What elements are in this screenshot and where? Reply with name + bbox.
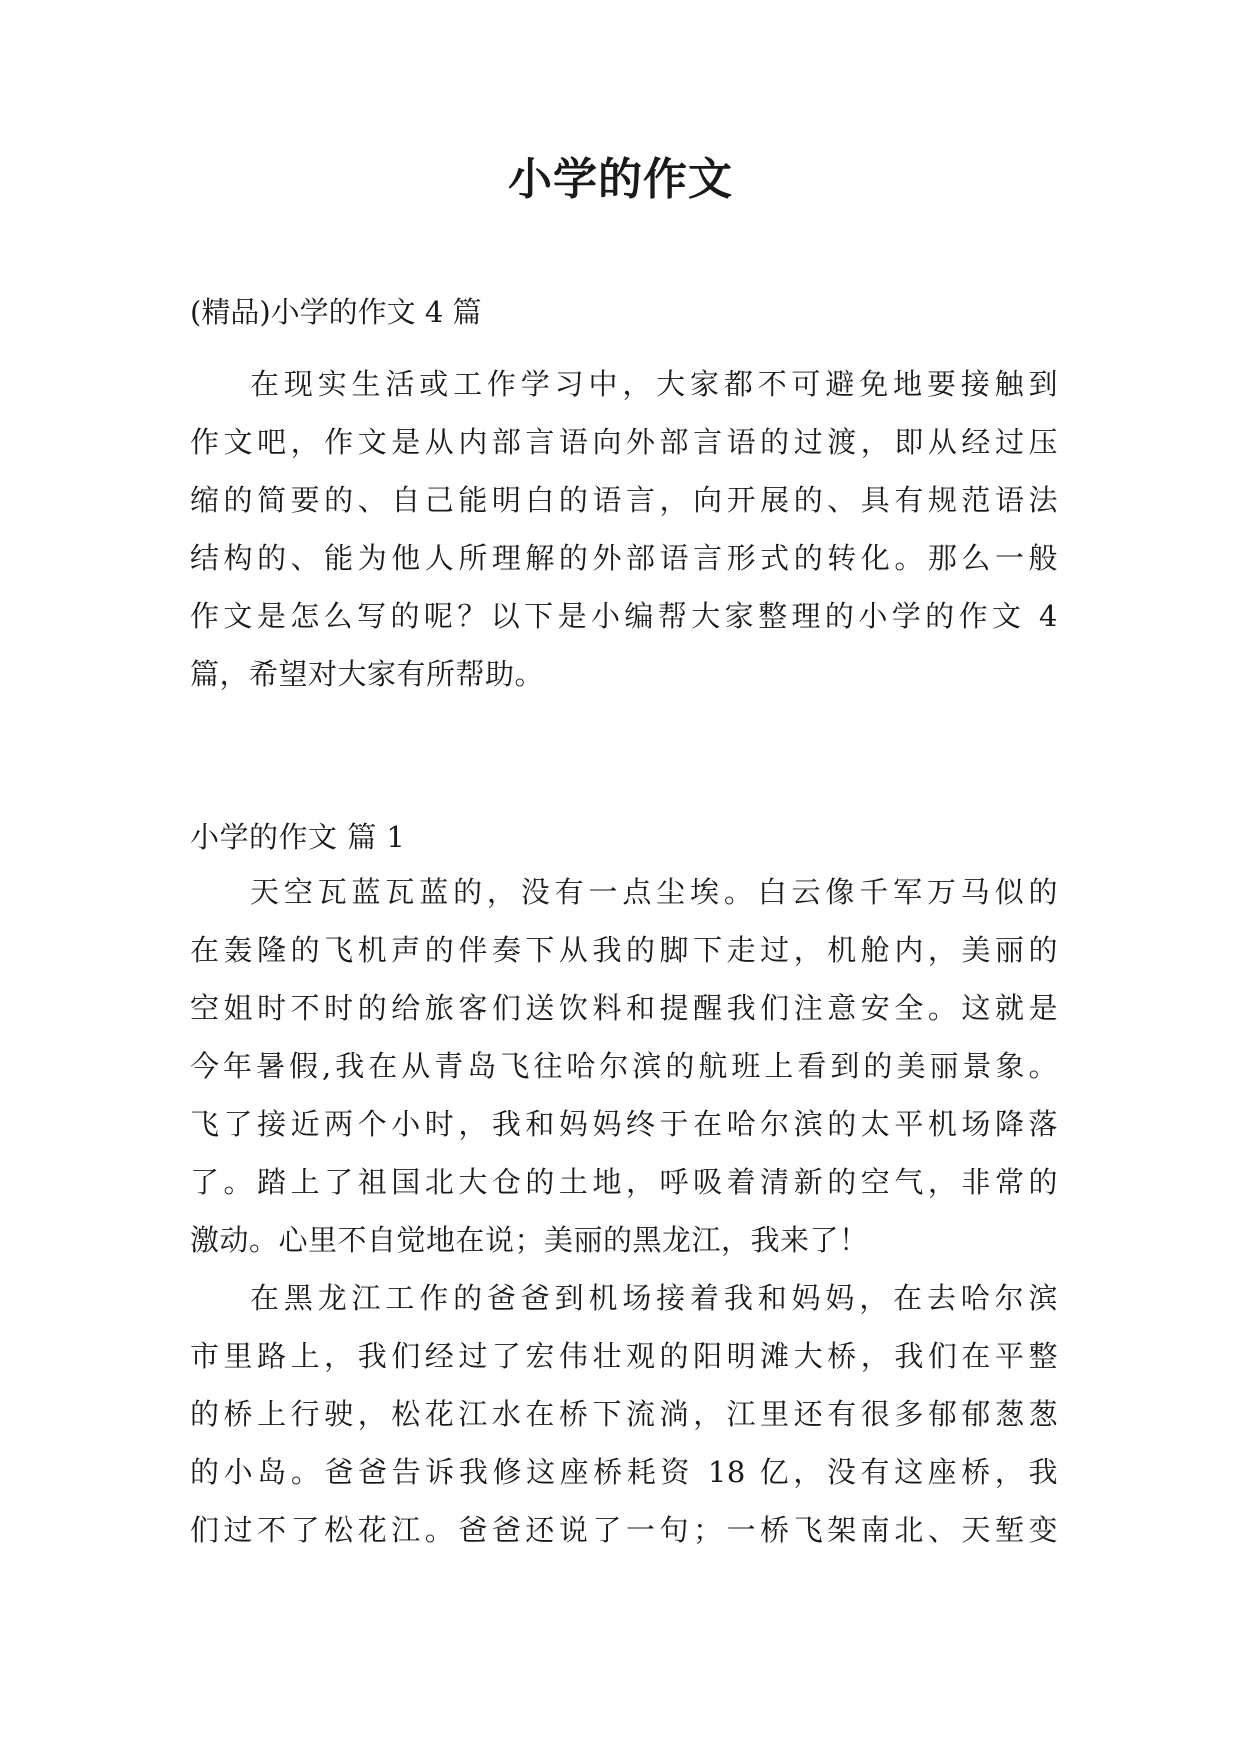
paragraph-line: 空姐时不时的给旅客们送饮料和提醒我们注意安全。这就是	[190, 991, 1058, 1025]
paragraph-line: 在轰隆的飞机声的伴奏下从我的脚下走过，机舱内，美丽的	[190, 933, 1058, 967]
paragraph-line: 激动。心里不自觉地在说；美丽的黑龙江，我来了！	[190, 1223, 869, 1257]
paragraph-line: 们过不了松花江。爸爸还说了一句；一桥飞架南北、天堑变	[190, 1513, 1058, 1547]
paragraph-line: 的小岛。爸爸告诉我修这座桥耗资 18 亿，没有这座桥，我	[190, 1455, 1058, 1489]
intro-paragraph	[190, 355, 1058, 703]
paragraph-line: 结构的、能为他人所理解的外部语言形式的转化。那么一般	[190, 541, 1058, 575]
paragraph-line: 在黑龙江工作的爸爸到机场接着我和妈妈，在去哈尔滨	[250, 1281, 1058, 1315]
section-heading: 小学的作文 篇 1	[190, 820, 406, 854]
paragraph-line: 作文吧，作文是从内部言语向外部言语的过渡，即从经过压	[190, 425, 1058, 459]
paragraph-line: 了。踏上了祖国北大仓的土地，呼吸着清新的空气，非常的	[190, 1165, 1058, 1199]
paragraph-line: 缩的简要的、自己能明白的语言，向开展的、具有规范语法	[190, 483, 1058, 517]
paragraph-line: 篇，希望对大家有所帮助。	[190, 657, 545, 691]
document-title: 小学的作文	[508, 154, 733, 205]
document-subtitle: (精品)小学的作文 4 篇	[190, 295, 482, 329]
paragraph-line: 市里路上，我们经过了宏伟壮观的阳明滩大桥，我们在平整	[190, 1339, 1058, 1373]
paragraph-line: 的桥上行驶，松花江水在桥下流淌，江里还有很多郁郁葱葱	[190, 1397, 1058, 1431]
paragraph-line: 飞了接近两个小时，我和妈妈终于在哈尔滨的太平机场降落	[190, 1107, 1058, 1141]
essay-paragraph-2	[190, 1269, 1058, 1559]
paragraph-line: 天空瓦蓝瓦蓝的，没有一点尘埃。白云像千军万马似的	[250, 875, 1058, 909]
paragraph-line: 作文是怎么写的呢？以下是小编帮大家整理的小学的作文 4	[190, 599, 1058, 633]
paragraph-line: 在现实生活或工作学习中，大家都不可避免地要接触到	[250, 367, 1058, 401]
essay-paragraph-1	[190, 863, 1058, 1269]
paragraph-line: 今年暑假,我在从青岛飞往哈尔滨的航班上看到的美丽景象。	[190, 1049, 1058, 1083]
